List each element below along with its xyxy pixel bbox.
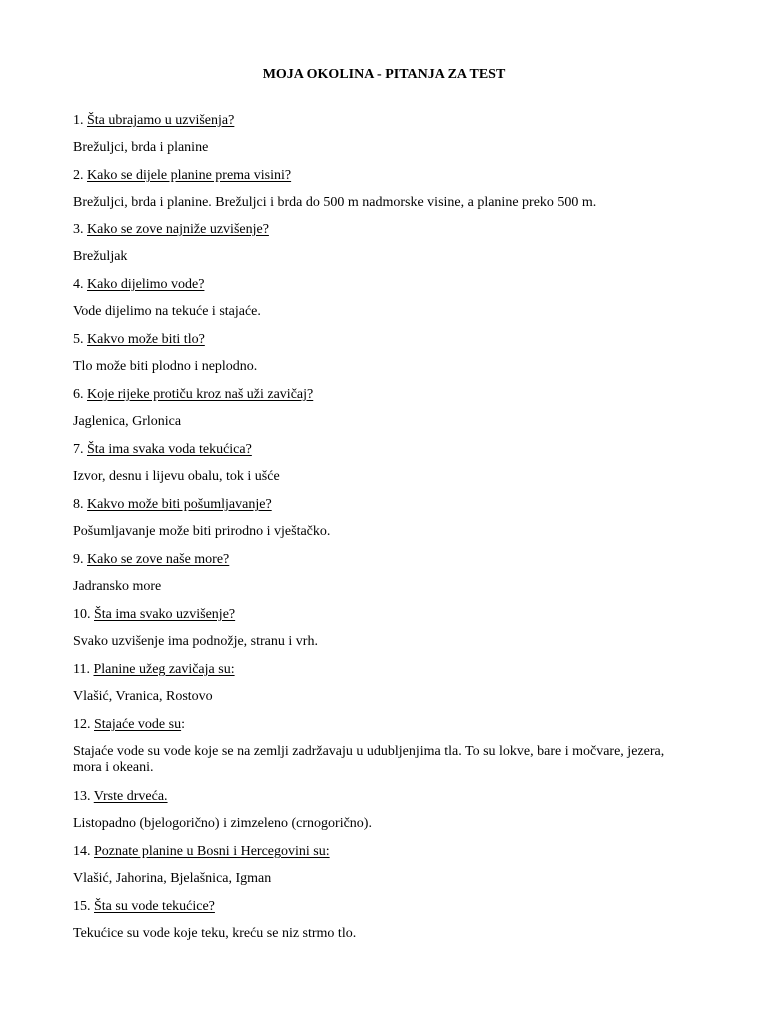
qa-item-5	[73, 332, 693, 374]
qa-item-1	[73, 113, 693, 155]
question	[73, 552, 693, 568]
answer: Jadransko more	[73, 579, 162, 594]
question-number: 13.	[73, 789, 91, 804]
question-text: Poznate planine u Bosni i Hercegovini su:	[94, 844, 330, 859]
qa-item-14	[73, 844, 693, 886]
question	[73, 222, 693, 238]
question	[73, 387, 693, 403]
question	[73, 277, 693, 293]
answer: Brežuljak	[73, 249, 128, 264]
question	[73, 168, 693, 184]
qa-item-2	[73, 168, 693, 210]
question-number: 4.	[73, 277, 84, 292]
qa-item-4	[73, 277, 693, 319]
qa-item-7	[73, 442, 693, 484]
qa-item-11	[73, 662, 693, 704]
answer: Svako uzvišenje ima podnožje, stranu i vrh.	[73, 634, 318, 649]
question: 12. Stajaće vode su:	[73, 717, 185, 732]
answer: Brežuljci, brda i planine. Brežuljci i brda do 500 m nadmorske visine, a planine preko 500 m.	[73, 195, 597, 210]
question-text: Stajaće vode su	[94, 717, 182, 732]
document-title: MOJA OKOLINA - PITANJA ZA TEST	[262, 67, 506, 82]
question-number: 11.	[73, 662, 90, 677]
question	[73, 662, 693, 678]
answer: Pošumljavanje može biti prirodno i vještačko.	[73, 524, 331, 539]
qa-item-13	[73, 789, 693, 831]
answer: Brežuljci, brda i planine	[73, 140, 209, 155]
question	[73, 497, 693, 513]
answer: Vlašić, Jahorina, Bjelašnica, Igman	[73, 871, 272, 886]
question-text: Šta ima svaka voda tekućica?	[87, 442, 252, 457]
answer: Tlo može biti plodno i neplodno.	[73, 359, 258, 374]
question-text: Vrste drveća.	[93, 789, 168, 804]
question-number: 5.	[73, 332, 84, 347]
question-number: 9.	[73, 552, 84, 567]
answer: Jaglenica, Grlonica	[73, 414, 182, 429]
qa-item-10	[73, 607, 693, 649]
question-text: Kako se zove najniže uzvišenje?	[87, 222, 269, 237]
question-number: 7.	[73, 442, 84, 457]
qa-item-6	[73, 387, 693, 429]
question	[73, 332, 693, 348]
question-number: 10.	[73, 607, 91, 622]
question-number: 3.	[73, 222, 84, 237]
question	[73, 844, 693, 860]
question-text: Šta ubrajamo u uzvišenja?	[87, 113, 235, 128]
question-number: 2.	[73, 168, 84, 183]
answer: Vlašić, Vranica, Rostovo	[73, 689, 213, 704]
question-number: 12.	[73, 717, 91, 732]
question-text: Šta su vode tekućice?	[94, 899, 215, 914]
question-text: Kakvo može biti pošumljavanje?	[87, 497, 272, 512]
answer: Vode dijelimo na tekuće i stajaće.	[73, 304, 261, 319]
qa-item-3	[73, 222, 693, 264]
question-number: 6.	[73, 387, 84, 402]
answer: Tekućice su vode koje teku, kreću se niz strmo tlo.	[73, 926, 357, 941]
qa-item-12	[73, 717, 693, 775]
question-text: Kakvo može biti tlo?	[87, 332, 205, 347]
answer: Stajaće vode su vode koje se na zemlji zadržavaju u udubljenjima tla. To su lokve, bare i močvare, jezera, mora i okeani.	[73, 744, 665, 775]
qa-item-8	[73, 497, 693, 539]
question-text: Planine užeg zavičaja su:	[93, 662, 235, 677]
qa-item-15	[73, 899, 693, 941]
question-text: Kako se zove naše more?	[87, 552, 230, 567]
question-text: Kako se dijele planine prema visini?	[87, 168, 292, 183]
question	[73, 899, 693, 915]
answer: Izvor, desnu i lijevu obalu, tok i ušće	[73, 469, 280, 484]
question	[73, 442, 693, 458]
question-number: 8.	[73, 497, 84, 512]
qa-item-9	[73, 552, 693, 594]
question-text: Kako dijelimo vode?	[87, 277, 205, 292]
question	[73, 113, 693, 129]
question	[73, 607, 693, 623]
question-number: 15.	[73, 899, 91, 914]
question-number: 14.	[73, 844, 91, 859]
question-text: Koje rijeke protiču kroz naš uži zavičaj?	[87, 387, 314, 402]
question-text: Šta ima svako uzvišenje?	[94, 607, 236, 622]
question	[73, 789, 693, 805]
answer: Listopadno (bjelogorično) i zimzeleno (crnogorično).	[73, 816, 372, 831]
question-number: 1.	[73, 113, 84, 128]
